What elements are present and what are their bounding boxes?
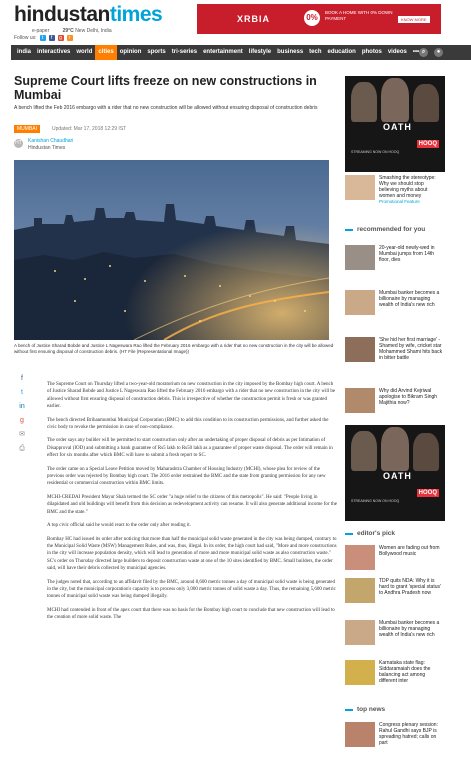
editors-pick-title: Karnataka state flag: Siddaramaiah does the balancing act among different inter	[379, 660, 431, 684]
editors-pick-title: Mumbai banker becomes a billionaire by managing wealth of India's new rich	[379, 620, 440, 638]
header-meta	[14, 28, 112, 34]
editors-pick-title: TDP quits NDA: Why it is hard to grant 'special status' to Andhra Pradesh now	[379, 578, 441, 596]
search-icon[interactable]: ⌕	[419, 48, 428, 57]
sidebar-ad-oath-2[interactable]	[345, 425, 445, 521]
thumbnail	[345, 578, 375, 603]
article-paragraph: The order says any builder will be permitted to start construction only after an undertaking of proper disposal of debris as per Intimation of Disapproval (IOD) and submitting a bank guarantee of Rs5 lakh to Rs50 lakh as a guarantee of proper waste disposal. The order will remain in effect for six months after which BMC will have to submit a fresh report to SC.	[47, 438, 333, 459]
article-paragraph: The order came on a Special Leave Petition moved by Maharashtra Chamber of Housing Industry (MCHI), whose plea for review of the previous order was rejected by Bombay high court. The 2016 order restrained the BMC and the state from granting permission for any new residential or commercial construction within BMC limits.	[47, 466, 326, 487]
ad-brand: XRBIA	[237, 14, 271, 24]
share-bar	[18, 375, 26, 453]
sidebar-ad-oath[interactable]	[345, 76, 445, 172]
article-paragraph: MCHI had contended in front of the apex court that there was no basis for the Bombay high court to conclude that new construction will lead to the creation of more solid waste. The	[47, 607, 335, 621]
editors-pick-item[interactable]	[345, 660, 445, 692]
author-org: Hindustan Times	[28, 145, 66, 151]
google-plus-icon[interactable]: g	[20, 417, 24, 424]
main-nav	[11, 45, 471, 60]
nav-item-lifestyle[interactable]: lifestyle	[248, 49, 272, 55]
ad-title: OATH	[383, 471, 412, 481]
nav-item-opinion[interactable]: opinion	[119, 49, 142, 55]
top-banner-ad[interactable]	[197, 4, 441, 34]
ad-title: OATH	[383, 122, 412, 132]
editors-pick-item[interactable]	[345, 620, 445, 652]
thumbnail	[345, 660, 375, 685]
linkedin-icon[interactable]: in	[19, 403, 25, 410]
follow-bar	[14, 35, 73, 41]
article-paragraph: The judges noted that, according to an affidavit filed by the BMC, around 8,600 metric tonnes a day of municipal solid waste is being generated in the city, but the municipal corporation's capacity is to process only 3,000 metric tonnes of solid waste a day. Thus, the remaining 5,600 metric tonnes of municipal solid waste was being dumped illegally.	[47, 579, 336, 600]
nav-item-india[interactable]: india	[17, 49, 32, 55]
nav-item-tech[interactable]: tech	[309, 49, 322, 55]
recommended-title: Why did Arvind Kejriwal apologise to Bikram Singh Majithia now?	[379, 388, 438, 406]
recommended-item[interactable]	[345, 290, 445, 322]
twitter-icon[interactable]: t	[21, 389, 23, 396]
epaper-link[interactable]: e-paper	[32, 28, 50, 34]
thumbnail	[345, 545, 375, 570]
thumbnail	[345, 620, 375, 645]
category-badge[interactable]: MUMBAI	[14, 125, 40, 133]
recommended-title: Mumbai banker becomes a billionaire by managing wealth of India's new rich	[379, 290, 440, 308]
ad-text: BOOK A HOME WITH 0% DOWN PAYMENT	[325, 10, 393, 21]
promo-thumbnail	[345, 175, 375, 200]
author-name[interactable]: Kanishan Chaudhari	[28, 138, 74, 144]
editors-pick-title: Women are fading out from Bollywood music	[379, 545, 440, 557]
temperature: 29°C	[62, 28, 74, 34]
email-icon[interactable]: ✉	[19, 431, 25, 438]
promo-source: Promotional Feature	[379, 199, 420, 204]
article-subhead: A bench lifted the Feb 2016 embargo with a rider that no new construction will be allowed without ensuring disposal of construction debris	[14, 105, 318, 111]
nav-item-business[interactable]: business	[277, 49, 304, 55]
recommended-title: 20-year-old newly-wed in Mumbai jumps from 14th floor, dies	[379, 245, 435, 263]
nav-item-interactives[interactable]: interactives	[37, 49, 71, 55]
follow-label: Follow us:	[14, 35, 37, 41]
ad-small-text: STREAMING NOW ON HOOQ	[351, 499, 400, 503]
author-avatar: HT	[15, 140, 22, 146]
thumbnail	[345, 722, 375, 747]
nav-item-more[interactable]: •••	[412, 49, 420, 55]
nav-item-tri-series[interactable]: tri-series	[171, 49, 198, 55]
author-byline	[28, 138, 73, 152]
top-news-heading: top news	[345, 706, 385, 713]
updated-timestamp: Updated: Mar 17, 2018 12:29 IST	[52, 126, 127, 132]
google-plus-icon[interactable]: g	[59, 35, 62, 41]
editors-pick-heading: editor's pick	[345, 530, 395, 537]
article-paragraph: The Supreme Court on Thursday lifted a two-year-old moratorium on new construction in the city imposed by the Bombay high court. A bench of Justice Sharad Bobde and Justice L Nageswara Rao lifted the February 2016 embargo with a rider that no new construction in the city will be allowed without first ensuring disposal of construction debris. This is irrespective of whether the construction permit is fresh or was granted earlier.	[47, 382, 336, 410]
article-photo	[14, 160, 329, 340]
location: New Delhi, India	[75, 28, 112, 34]
ad-small-text: STREAMING NOW ON HOOQ	[351, 150, 400, 154]
article-body	[47, 381, 337, 628]
photo-caption: A bench of Justice Sharad Bobde and Justice L Nageswara Rao lifted the February 2016 embargo with a rider that no new construction in the city will be allowed without first ensuring disposal of construction debris. (HT File (Representational Image))	[14, 343, 334, 354]
site-logo[interactable]	[14, 3, 162, 27]
nav-item-cities[interactable]: cities	[95, 45, 116, 60]
user-icon[interactable]: ●	[434, 48, 443, 57]
nav-item-videos[interactable]: videos	[387, 49, 407, 55]
logo-text-accent: times	[109, 3, 163, 26]
article-paragraph: Bombay HC had issued its order after noticing that more than half the municipal solid waste generated in the city was being dumped, contrary to the Municipal Solid Waste (MSW) Management Rules, and was, thus, illegal. In its order, the high court had said, "More and more constructions in the city will increase population density, which will lead to generation of more and more municipal solid waste as also construction waste." SC's order on Thursday directed large builders to deposit construction waste at one of the 10 sites identified by BMC. Small builders, the order said, will have their debris collected by municipal agencies.	[47, 536, 337, 572]
thumbnail	[345, 245, 375, 270]
article-paragraph: A top civic official said he would react to the order only after reading it.	[47, 523, 191, 529]
rss-icon[interactable]: r	[67, 35, 73, 41]
top-news-title: Congress plenary session: Rahul Gandhi says BJP is spreading hatred; calls on part	[379, 722, 438, 746]
facebook-icon[interactable]: f	[21, 375, 23, 382]
logo-text: hindustan	[14, 3, 110, 26]
facebook-icon[interactable]: f	[49, 35, 55, 41]
nav-item-entertainment[interactable]: entertainment	[203, 49, 243, 55]
nav-item-world[interactable]: world	[76, 49, 93, 55]
editors-pick-item[interactable]	[345, 545, 445, 577]
thumbnail	[345, 337, 375, 362]
mumbai-skyline-image	[14, 160, 329, 340]
recommended-heading: recommended for you	[345, 226, 425, 233]
print-icon[interactable]: ⎙	[19, 445, 25, 452]
recommended-item[interactable]	[345, 337, 445, 369]
article-paragraph: The bench directed Brihanmumbai Municipal Corporation (BMC) to add this condition to its construction permissions, and further asked the civic body to revoke the permission in case of non-compliance.	[47, 417, 329, 431]
promo-title: Smashing the stereotype: Why we should stop believing myths about women and money	[379, 175, 436, 199]
thumbnail	[345, 290, 375, 315]
recommended-title: 'She hid her first marriage' - Shamed by wife, cricket star Mohammed Shami hits back in bitter battle	[379, 337, 443, 361]
recommended-item[interactable]	[345, 388, 445, 420]
recommended-item[interactable]	[345, 245, 445, 277]
ad-badge: 0%	[304, 10, 320, 26]
editors-pick-item[interactable]	[345, 578, 445, 610]
ad-brand: HOOQ	[418, 141, 437, 147]
article-headline: Supreme Court lifts freeze on new constructions in Mumbai	[14, 74, 317, 102]
promo-item[interactable]	[345, 175, 445, 207]
ad-cta-button[interactable]: KNOW MORE	[398, 16, 430, 23]
top-news-item[interactable]	[345, 722, 445, 754]
ad-brand: HOOQ	[418, 490, 437, 496]
nav-item-education[interactable]: education	[327, 49, 356, 55]
article-paragraph: MCHI-CREDAI President Mayur Shah termed the SC order "a huge relief to the citizens of this metropolis". He said: "People living in dilapidated and old buildings will benefit from this decision as redevelopment activity can resume. It will also generate additional income for the BMC and the state."	[47, 494, 337, 515]
nav-item-photos[interactable]: photos	[361, 49, 382, 55]
thumbnail	[345, 388, 375, 413]
twitter-icon[interactable]: t	[40, 35, 46, 41]
nav-item-sports[interactable]: sports	[147, 49, 166, 55]
